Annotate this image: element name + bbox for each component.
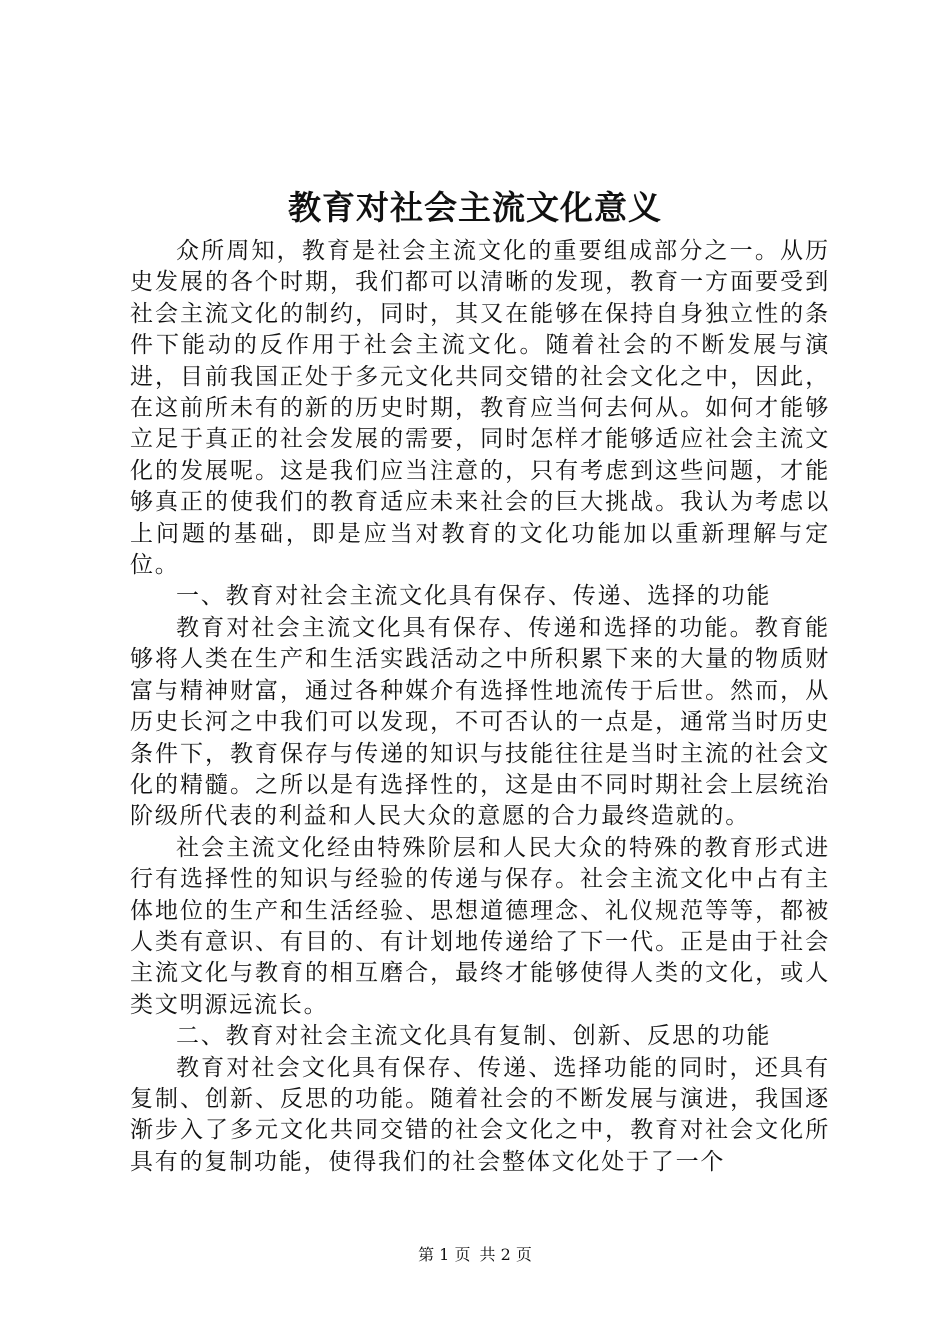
paragraph-section1-a: 教育对社会主流文化具有保存、传递和选择的功能。教育能够将人类在生产和生活实践活动之中所积累下来的大量的物质财富与精神财富，通过各种媒介有选择性地流传于后世。然而，从历史长河之中我们可以发现，不可否认的一点是，通常当时历史条件下，教育保存与传递的知识与技能往往是当时主流的社会文化的精髓。之所以是有选择性的，这是由不同时期社会上层统治阶级所代表的利益和人民大众的意愿的合力最终造就的。: [130, 614, 830, 830]
page-footer: [0, 1244, 950, 1266]
paragraph-section1-b: 社会主流文化经由特殊阶层和人民大众的特殊的教育形式进行有选择性的知识与经验的传递与保存。社会主流文化中占有主体地位的生产和生活经验、思想道德理念、礼仪规范等等，都被人类有意识、有目的、有计划地传递给了下一代。正是由于社会主流文化与教育的相互磨合，最终才能够使得人类的文化，或人类文明源远流长。: [130, 834, 830, 1018]
section-heading-1: 一、教育对社会主流文化具有保存、传递、选择的功能: [176, 583, 772, 610]
paragraph-intro: 众所周知，教育是社会主流文化的重要组成部分之一。从历史发展的各个时期，我们都可以清晰的发现，教育一方面要受到社会主流文化的制约，同时，其又在能够在保持自身独立性的条件下能动的反作用于社会主流文化。随着社会的不断发展与演进，目前我国正处于多元文化共同交错的社会文化之中，因此，在这前所未有的新的历史时期，教育应当何去何从。如何才能够立足于真正的社会发展的需要，同时怎样才能够适应社会主流文化的发展呢。这是我们应当注意的，只有考虑到这些问题，才能够真正的使我们的教育适应未来社会的巨大挑战。我认为考虑以上问题的基础，即是应当对教育的文化功能加以重新理解与定位。: [130, 238, 830, 579]
paragraph-section2-a: 教育对社会文化具有保存、传递、选择功能的同时，还具有复制、创新、反思的功能。随着社会的不断发展与演进，我国逐渐步入了多元文化共同交错的社会文化之中，教育对社会文化所具有的复制功能，使得我们的社会整体文化处于了一个: [130, 1054, 830, 1175]
page-number-total: 共 2 页: [479, 1245, 532, 1264]
document-title: 教育对社会主流文化意义: [288, 188, 662, 227]
page-number-current: 第 1 页: [418, 1245, 471, 1264]
document-body: [130, 236, 830, 1178]
section-heading-2: 二、教育对社会主流文化具有复制、创新、反思的功能: [176, 1023, 772, 1050]
